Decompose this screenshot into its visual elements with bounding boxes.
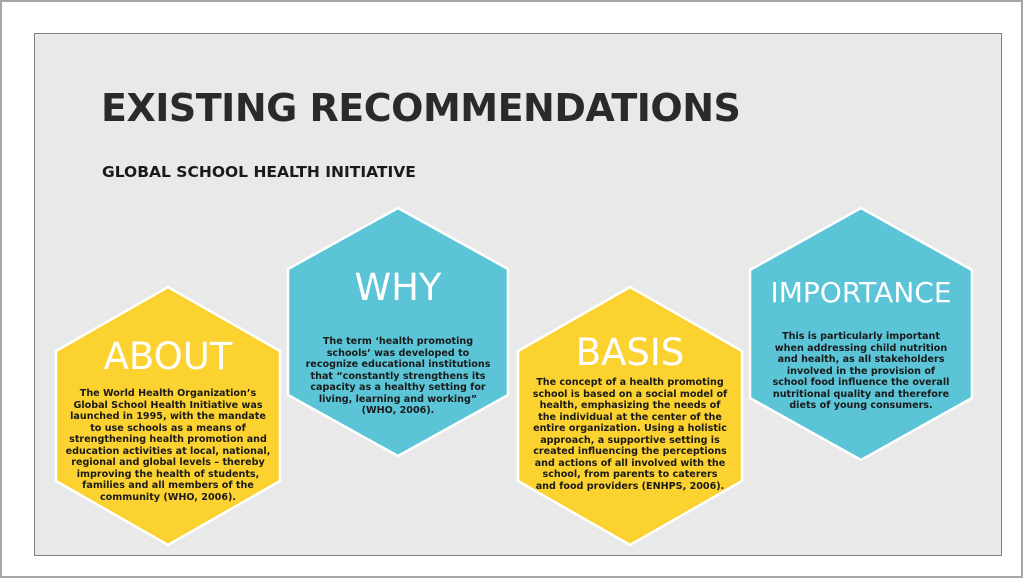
hexagon-basis [516,285,744,547]
hexagon-body: The concept of a health promoting school is based on a social model of health, emphasizing the needs of the individual at the center of the entire organization. Using a holistic approach, a supportive setting is created influencing the perceptions and actions of all involved with the school, from parents to caterers and food providers (ENHPS, 2006). [532,377,728,492]
hexagon-shape [286,206,510,458]
hexagon-about [54,285,282,547]
hexagon-body: The term ‘health promoting schools’ was developed to recognize educational institutions that “constantly strengthens its capacity as a healthy setting for living, learning and working” (WHO, 2006). [305,336,491,416]
slide-title: EXISTING RECOMMENDATIONS [101,86,741,130]
hexagon-heading: IMPORTANCE [770,276,952,309]
hexagon-heading: WHY [354,266,442,309]
hexagon-heading: ABOUT [103,335,233,378]
slide-subtitle: GLOBAL SCHOOL HEALTH INITIATIVE [102,163,416,181]
hexagon-heading: BASIS [575,331,685,374]
slide [34,33,1002,556]
hexagon-why [286,206,510,458]
hexagon-body: This is particularly important when addressing child nutrition and health, as all stakeholders involved in the provision of school food influence the overall nutritional quality and therefore diets of young consumers. [772,331,950,411]
hexagon-importance [748,206,974,462]
hexagon-body: The World Health Organization’s Global School Health Initiative was launched in 1995, with the mandate to use schools as a means of strengthening health promotion and education activities at local, national, regional and global levels – thereby improving the health of students, families and all members of the community (WHO, 2006). [65,388,271,503]
